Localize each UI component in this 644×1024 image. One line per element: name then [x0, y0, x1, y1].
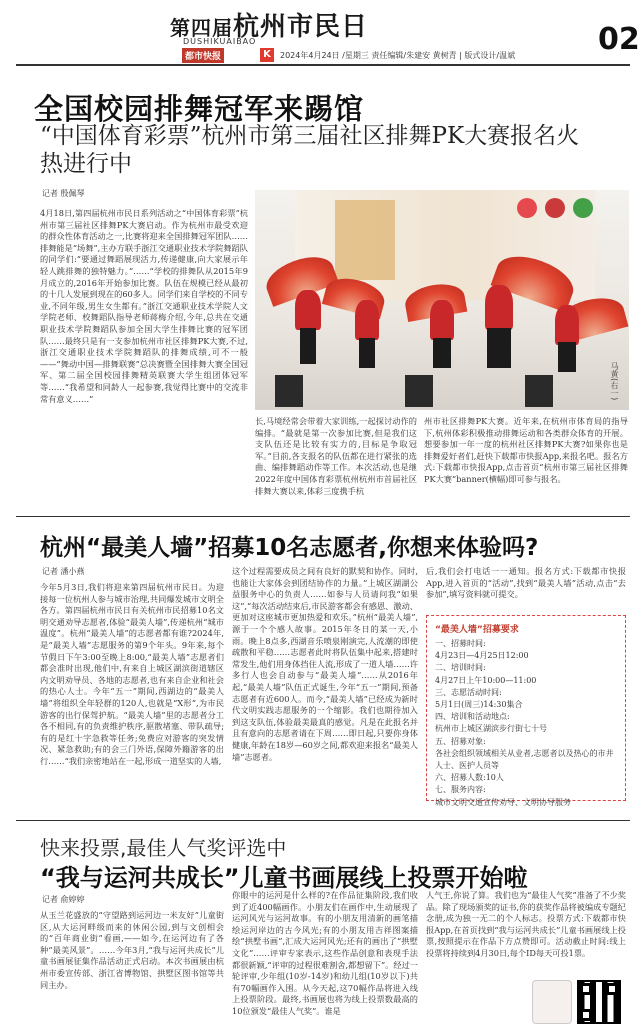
- dancer-legs: [359, 338, 375, 368]
- masthead-title-main: 杭州市民日: [233, 12, 369, 42]
- recruitment-box-title: “最美人墙”招募要求: [435, 625, 519, 635]
- article1-subheadline: “中国体育彩票”杭州市第三届社区排舞PK大赛报名火热进行中: [40, 123, 580, 177]
- recruitment-line: 四、培训和活动地点:: [435, 712, 510, 722]
- recruitment-line: 七、服务内容:: [435, 785, 486, 795]
- dancer-legs: [558, 342, 576, 372]
- lottery-logo-icon: [545, 198, 565, 218]
- article2-column-1: 今年5月3日,我们将迎来第四届杭州市民日。为迎接每一位杭州人参与城市治理,共同爆发城市文明全各方。第四届杭州市民日有关杭州市民招募10名文明交通劝导志愿者,体验“最美人墙”,传递杭州“城市温度”。杭州“最美人墙”的志愿者都有谁?2024年,是“最美人墙”志愿服务的第9个年头。9年来,每个节假日下午3:00至晚上8:00,“最美人墙”志愿者们都会准时出现,他们中,有来自上城区湖滨街道辖区内文明劝导员、各地的志愿者,也有来自企业和社会的热心人士。今年“五一”期间,西湖边的“最美人墙”将组织全年轻群的120人,也就是“X形”,为市民游客的出行保驾护航。“最美人墙”里的志愿者分工各不相同,有的负责维护秩序,驱散堵塞、带队疏导;有的是红十字急救等任务;免费应对游客的突发情况、紧急救助;有的会三门外语,保障外籍游客的出行……“我们亲密地站在一起,形成一道坚实的人墙,: [40, 582, 224, 766]
- article2-column-3: 后,我们会打电话一一通知。报名方式:下载都市快报App,进入首页的“活动”,找到“最美人墙”活动,点击“去参加”,填写资料就可提交。: [426, 566, 626, 600]
- app-screenshot-thumbnail: [532, 980, 572, 1024]
- recruitment-line: 4月23日—4月25日12:00: [435, 651, 529, 661]
- masthead-meta: 2024年4月24日 /星期三 责任编辑/朱建安 黄树青 | 版式设计/温斌: [280, 51, 516, 60]
- recruitment-line: 杭州市上城区湖滨步行街七十号: [435, 724, 547, 734]
- article3-kicker: 快来投票,最佳人气奖评选中: [40, 836, 287, 860]
- section-divider: [16, 820, 630, 821]
- qr-code-icon[interactable]: [577, 980, 621, 1024]
- section-divider: [16, 516, 630, 517]
- recruitment-line: 三、志愿活动时间:: [435, 687, 502, 697]
- article3-column-1: 从玉兰花盛放的“守望路到运河边一米友好”儿童街区,从大运河畔级而来的休闲公园,到与文创相会的“百年商业街”看画,——如今,在运河边有了各种“最美风景”。……今年3月,“我与运河共成长”儿童书画展征集作品活动正式启动。本次书画展由杭州市委宣传部、浙江省博物馆、拱墅区图书馆等共同主办。: [40, 910, 224, 990]
- speaker: [275, 375, 303, 407]
- qr-finder-icon: [606, 983, 618, 995]
- dancer: [555, 305, 579, 345]
- recruitment-line: 一、招募时间:: [435, 639, 486, 648]
- masthead-pinyin: DUSHIKUAIBAO: [183, 37, 257, 46]
- article1-byline: 记者 殷佩琴: [42, 189, 85, 198]
- qr-finder-icon: [580, 1009, 592, 1021]
- recruitment-requirements-box: [426, 615, 626, 807]
- sponsor-logo-icon: [517, 198, 537, 218]
- recruitment-line: 城市文明交通宣传劝导、文明协导服务: [435, 797, 571, 807]
- article1-column-1: 4月18日,第四届杭州市民日系列活动之“中国体育彩票”杭州市第三届社区排舞PK大赛启动。作为杭州市最受欢迎的群众性体育活动之一,比赛将迎来全国排舞冠军团队……排舞能是“场舞”,主办方联手浙江交通职业技术学院舞蹈队的同学们:“要通过舞蹈展现活力,传递健康,向大家展示年轻人跳排舞的独特魅力。”……“学校的排舞队从2015年9月成立的,2016年开始参加比赛。队伍在规模已经从最初的十几人发展到现在的60多人。同学们来自学校的不同专业,不同年级,男生女生都有。”浙江交通职业技术学院人文学院老师、校舞蹈队指导老师蒋梅介绍,今年,总共在交通职业技术学院舞蹈队参加全国大学生排舞比赛的冠军团队……最终只是有一支参加杭州市社区排舞PK大赛,不过,浙江交通职业技术学院舞蹈队的排舞成绩,可不一般——“舞动中国—排舞联赛”总决赛暨全国排舞大赛全国冠军、第二届全国校园排舞精英联赛大学生组团体冠军等……“我希望和同龄人一起参赛,我觉得比赛中的交流非常有意义……”: [40, 208, 248, 404]
- article1-headline: 全国校园排舞冠军来踢馆: [34, 92, 365, 126]
- dancer-legs: [433, 338, 451, 368]
- qr-finder-icon: [580, 983, 592, 995]
- article1-photo-caption: 马黄(右一): [610, 362, 619, 401]
- article2-headline: 杭州“最美人墙”招募10名志愿者,你想来体验吗?: [40, 535, 539, 561]
- dancer-legs: [300, 328, 316, 364]
- dancer: [430, 300, 454, 340]
- article2-byline: 记者 潘小燕: [42, 567, 85, 576]
- page-number: 02: [598, 22, 640, 57]
- dancer: [295, 290, 321, 330]
- article3-column-3: 人气王,你说了算。我们也为“最佳人气奖”准备了不少奖品。除了现场颁奖的证书,你的获奖作品将被编成专题纪念册,成为独一无二的个人标志。投票方式:下载都市快报App,在首页找到“我与运河共成长”儿童书画展线上投票,按照提示在作品下方点赞即可。活动截止时间:线上投票将持续到4月30日,每个ID每天可投1票。: [426, 890, 626, 958]
- masthead-rule: [16, 64, 630, 66]
- recruitment-line: 各社会组织领域相关从业者,志愿者以及热心的市井人士、医护人员等: [435, 748, 614, 771]
- article2-column-2: 这个过程需要成员之间有良好的默契和协作。同时,也能让大家体会到团结协作的力量。”上城区湖湖公益服务中心的负责人……如参与人员请问我“如果这”,“每次活动结束后,市民游客都会有感恩、激动、更加对这座城市更加热爱和欢乐。”杭州“最美人墙”,源于一个个感人故事。2015年冬日的某一天,小雨。晚上8点多,西湖音乐喷泉刚演完,人流潮的即使疏散和平稳……志愿者此时将队伍集中起来,搭建时常发生,他们用身体挡住人流,形成了一道人墙……许多行人也会自动参与“最美人墙”……从2016年起,“最美人墙”队伍正式诞生,今年“五一”期间,预备志愿者有近600人。而今,“最美人墙”已经成为新时代文明实践志愿服务的一个缩影。我们也期待加入到这支队伍,体验最美最真的感觉。凡是在此报名并且有意向的志愿者请在下周……即日起,只要你身体健康,年龄在18岁—60岁之间,都欢迎来报名“最美人墙”志愿者。: [232, 566, 418, 762]
- paper-name: 都市快报: [182, 48, 224, 63]
- speaker: [405, 375, 433, 407]
- recruitment-line: 5月1日(周三)14:30集合: [435, 700, 523, 710]
- dancer-legs: [487, 328, 511, 368]
- paper-logo-icon: K: [260, 48, 274, 62]
- dancer: [485, 285, 513, 330]
- city-logo-icon: [573, 198, 593, 218]
- recruitment-line: 六、招募人数:10人: [435, 773, 504, 783]
- recruitment-line: 五、招募对象:: [435, 736, 486, 746]
- recruitment-line: 4月27日上午10:00—11:00: [435, 675, 537, 685]
- masthead-title-prefix: 第四届: [170, 16, 233, 40]
- recruitment-line: 二、培训时间:: [435, 663, 486, 673]
- article1-photo: [255, 190, 629, 410]
- speaker: [525, 375, 553, 407]
- dancer: [355, 300, 379, 340]
- article1-column-3: 州市社区排舞PK大赛。近年来,在杭州市体育局的指导下,杭州体彩积极推动排舞运动和各类群众体育的开展。想要参加一年一度的杭州社区排舞PK大赛?如果你也是排舞爱好者们,赶快下载都市快报App,来报名吧。报名方式:下载都市快报App,点击首页“杭州市第三届社区排舞PK大赛”banner(横幅)即可参与报名。: [424, 416, 628, 484]
- article3-headline: “我与运河共成长”儿童书画展线上投票开始啦: [40, 864, 528, 892]
- article3-column-2: 你眼中的运河是什么样的?在作品征集阶段,我们收到了近400幅画作。小朋友们在画作中,生动展现了运河风光与运河故事。有的小朋友用清新的画笔描绘运河岸边的古今风光;有的小朋友用吉祥图案描绘“拱墅书画”,汇成大运河风光;还有的画出了“拱墅文化”……评审专家表示,这些作品创意和表现手法都很新颖,“评审的过程很难割舍,都想留下”。经过一轮评审,少年组(10岁-14岁)和幼儿组(10岁以下)共有70幅画作入围。从今天起,这70幅作品将进入线上投票阶段。最终,书画展也将为线上投票数最高的10位颁发“最佳人气奖”。谁是: [232, 890, 418, 1016]
- stage-banner-graphic: [335, 200, 395, 280]
- article1-column-2: 长,马境经常会带着大家训练,一起探讨动作的编排。“最就是第一次参加比赛,但是我们这支队伍还是比较有实力的,目标是争取冠军。”目前,各支报名的队伍都在进行紧张的选曲、编排舞蹈动作等工作。本次活动,也是继2022年度中国体育彩票杭州杭州市首届社区排舞大赛以来,体彩三度携手杭: [255, 416, 417, 496]
- article3-byline: 记者 俞婷婷: [42, 895, 85, 904]
